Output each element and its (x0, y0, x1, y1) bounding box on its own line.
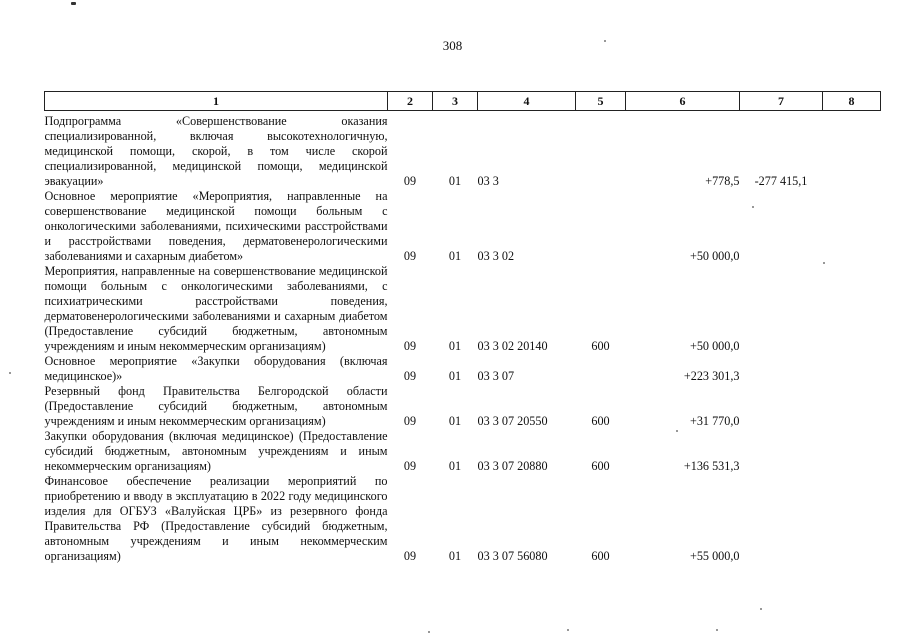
expense-type-code: 600 (591, 549, 610, 563)
row-description: Мероприятия, направленные на совершенствование медицинской помощи больным с онкологическими заболеваниями, с психиатрическими расстройствами поведения, дерматовенерологическими заболеваниями и сахарным диабетом (Предоставление субсидий бюджетным, автономным учреждениям и иным некоммерческим организациям) (44, 264, 388, 353)
row-description: Резервный фонд Правительства Белгородской области (Предоставление субсидий бюджетным, автономным учреждениям и иным некоммерческим организациям) (44, 384, 388, 428)
amount-change: +55 000,0 (689, 549, 740, 563)
table-row (45, 474, 881, 564)
column-header: 2 (388, 92, 433, 111)
scan-speck (71, 2, 76, 5)
expense-type-code: 600 (591, 414, 610, 428)
expense-type-code (576, 111, 626, 190)
target-article-code: 03 3 (477, 174, 499, 188)
subsection-code: 01 (448, 414, 462, 428)
amount-change: +136 531,3 (683, 459, 740, 473)
target-article-code: 03 3 07 20550 (477, 414, 548, 428)
table-row (45, 264, 881, 354)
scan-speck (676, 430, 678, 432)
subsection-code: 01 (448, 174, 462, 188)
column-header: 8 (823, 92, 881, 111)
section-code: 09 (403, 249, 417, 263)
row-description: Финансовое обеспечение реализации мероприятий по приобретению и вводу в эксплуатацию в 2022 году медицинского изделия для ОГБУЗ «Валуйская ЦРБ» из резервного фонда Правительства РФ (Предоставление субсидий бюджетным, автономным учреждениям и иным некоммерческим организациям) (44, 474, 388, 563)
amount-column-8 (823, 354, 881, 384)
scan-speck (760, 608, 762, 610)
column-header: 3 (433, 92, 478, 111)
expense-type-code: 600 (591, 339, 610, 353)
scan-speck (9, 372, 11, 374)
section-code: 09 (403, 459, 417, 473)
column-header: 1 (45, 92, 388, 111)
expense-type-code (576, 354, 626, 384)
target-article-code: 03 3 07 20880 (477, 459, 548, 473)
row-description: Основное мероприятие «Закупки оборудования (включая медицинское)» (44, 354, 388, 383)
subsection-code: 01 (448, 249, 462, 263)
target-article-code: 03 3 02 (477, 249, 515, 263)
scan-speck (823, 262, 825, 264)
table-header-row (45, 92, 881, 111)
table-row (45, 384, 881, 429)
section-code: 09 (403, 174, 417, 188)
target-article-code: 03 3 07 (477, 369, 515, 383)
amount-column-7 (740, 384, 823, 429)
expense-type-code (576, 189, 626, 264)
amount-change: +50 000,0 (689, 339, 740, 353)
amount-column-8 (823, 111, 881, 190)
amount-column-8 (823, 384, 881, 429)
section-code: 09 (403, 369, 417, 383)
row-description: Закупки оборудования (включая медицинское) (Предоставление субсидий бюджетным, автономным учреждениям и иным некоммерческим организациям) (44, 429, 388, 473)
amount-column-8 (823, 189, 881, 264)
amount-column-7 (740, 354, 823, 384)
scan-speck (604, 40, 606, 42)
amount-column-8 (823, 429, 881, 474)
table-row (45, 354, 881, 384)
budget-table (44, 91, 881, 564)
amount-column-7 (740, 264, 823, 354)
amount-column-8 (823, 264, 881, 354)
amount-column-7 (740, 429, 823, 474)
section-code: 09 (403, 414, 417, 428)
subsection-code: 01 (448, 339, 462, 353)
scan-speck (567, 629, 569, 631)
subsection-code: 01 (448, 549, 462, 563)
scan-speck (428, 631, 430, 633)
subsection-code: 01 (448, 459, 462, 473)
target-article-code: 03 3 02 20140 (477, 339, 548, 353)
amount-change: +223 301,3 (683, 369, 740, 383)
column-header: 5 (576, 92, 626, 111)
column-header: 6 (626, 92, 740, 111)
section-code: 09 (403, 549, 417, 563)
column-header: 4 (478, 92, 576, 111)
column-header: 7 (740, 92, 823, 111)
section-code: 09 (403, 339, 417, 353)
amount-change: +31 770,0 (689, 414, 740, 428)
table-row (45, 189, 881, 264)
row-description: Основное мероприятие «Мероприятия, направленные на совершенствование медицинской помощи больным с онкологическими заболеваниями, психическими расстройствами и расстройствами поведения, дерматовенерологическими заболеваниями и сахарным диабетом» (44, 189, 388, 263)
amount-column-7: -277 415,1 (754, 174, 808, 188)
page-number: 308 (442, 38, 463, 53)
amount-column-7 (740, 189, 823, 264)
scan-speck (752, 206, 754, 208)
table-row (45, 111, 881, 190)
amount-change: +50 000,0 (689, 249, 740, 263)
amount-column-7 (740, 474, 823, 564)
table-row (45, 429, 881, 474)
expense-type-code: 600 (591, 459, 610, 473)
target-article-code: 03 3 07 56080 (477, 549, 548, 563)
scan-speck (716, 629, 718, 631)
row-description: Подпрограмма «Совершенствование оказания специализированной, включая высокотехнологичную, медицинской помощи, скорой, в том числе скорой специализированной, медицинской помощи, медицинской эвакуации» (44, 114, 388, 188)
subsection-code: 01 (448, 369, 462, 383)
amount-change: +778,5 (705, 174, 740, 188)
amount-column-8 (823, 474, 881, 564)
